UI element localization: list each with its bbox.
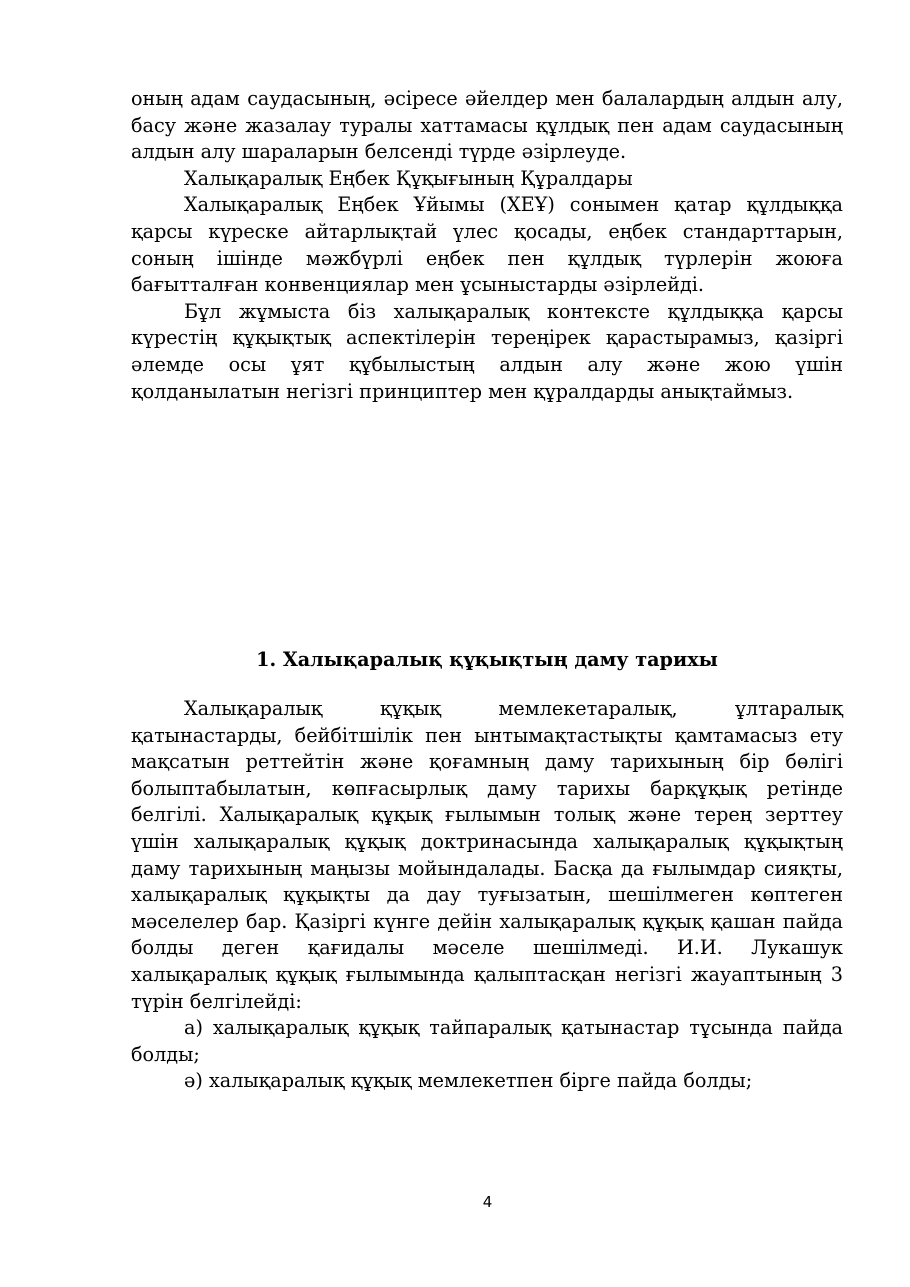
intro-text	[131, 86, 843, 405]
list-item-ae: ә) халықаралық құқық мемлекетпен бірге пайда болды;	[184, 1069, 753, 1093]
section-heading: 1. Халықаралық құқықтың даму тарихы	[256, 648, 718, 671]
list-item-a: а) халықаралық құқық тайпаралық қатынастар тұсында пайда болды;	[131, 1016, 843, 1066]
section-body	[131, 696, 843, 1095]
paragraph-aim: Бұл жұмыста біз халықаралық контексте құлдыққа қарсы күрестің құқықтық аспектілерін тереңірек қарастырамыз, қазіргі әлемде осы ұят құбылыстың алдын алу және жою үшін қолданылатын негізгі принциптер мен құралдарды анықтаймыз.	[131, 299, 843, 403]
paragraph-continuation: оның адам саудасының, әсіресе әйелдер мен балалардың алдын алу, басу және жазалау туралы хаттамасы құлдық пен адам саудасының алдын алу шараларын белсенді түрде әзірлеуде.	[131, 87, 843, 164]
page-number: 4	[482, 1193, 493, 1211]
paragraph-main: Халықаралық құқық мемлекетаралық, ұлтаралық қатынастарды, бейбітшілік пен ынтымақтастықты қамтамасыз ету мақсатын реттейтін және қоғамның даму тарихының бір бөлігі болыптабылатын, көпғасырлық даму тарихы барқұқық ретінде белгілі. Халықаралық құқық ғылымын толық және терең зерттеу үшін халықаралық құқық доктринасында халықаралық құқықтың даму тарихының маңызы мойындалады. Басқа да ғылымдар сияқты, халықаралық құқықты да дау туғызатын, шешілмеген көптеген мәселелер бар. Қазіргі күнге дейін халықаралық құқық қашан пайда болды деген қағидалы мәселе шешілмеді. И.И. Лукашук халықаралық құқық ғылымында қалыптасқан негізгі жауаптының 3 түрін белгілейді:	[131, 697, 843, 1013]
paragraph-ilo: Халықаралық Еңбек Ұйымы (ХЕҰ) сонымен қатар құлдыққа қарсы күреске айтарлықтай үлес қосады, еңбек стандарттарын, соның ішінде мәжбүрлі еңбек пен құлдық түрлерін жоюға бағытталған конвенциялар мен ұсыныстарды әзірлейді.	[131, 193, 843, 297]
subheading: Халықаралық Еңбек Құқығының Құралдары	[184, 166, 633, 190]
